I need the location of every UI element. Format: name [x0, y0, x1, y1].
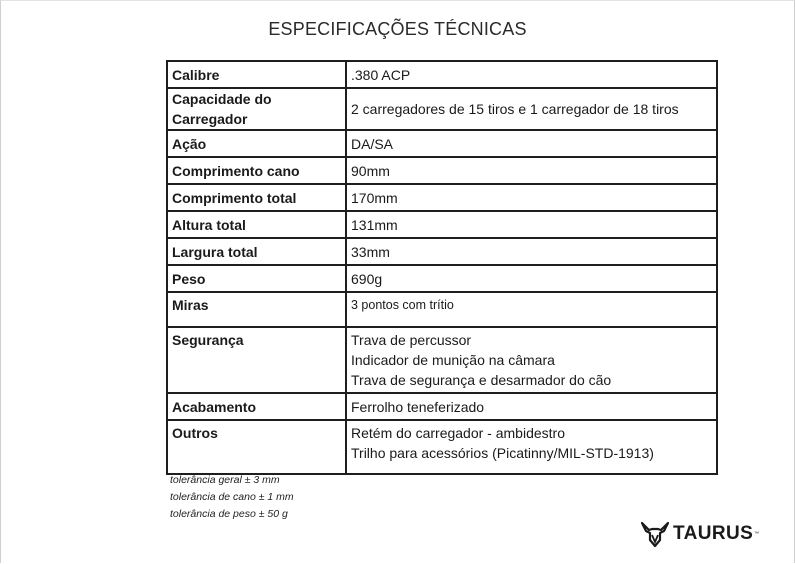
- spec-value: Trava de percussor Indicador de munição na câmara Trava de segurança e desarmador do cão: [346, 327, 717, 393]
- brand-name: TAURUS: [673, 523, 754, 544]
- spec-value: Ferrolho teneferizado: [346, 393, 717, 420]
- spec-value: .380 ACP: [346, 61, 717, 88]
- table-row: [167, 211, 717, 238]
- spec-label: Miras: [167, 292, 346, 327]
- table-row: [167, 265, 717, 292]
- spec-value: 90mm: [346, 157, 717, 184]
- spec-value: 33mm: [346, 238, 717, 265]
- table-row: [167, 292, 717, 327]
- spec-value: 170mm: [346, 184, 717, 211]
- spec-label: Comprimento total: [167, 184, 346, 211]
- table-row: [167, 238, 717, 265]
- spec-label: Altura total: [167, 211, 346, 238]
- trademark-mark: ™: [754, 531, 760, 537]
- spec-label: Ação: [167, 130, 346, 157]
- spec-value: 131mm: [346, 211, 717, 238]
- table-row: [167, 61, 717, 88]
- spec-label: Comprimento cano: [167, 157, 346, 184]
- spec-value: 2 carregadores de 15 tiros e 1 carregador de 18 tiros: [346, 88, 717, 130]
- spec-label: Peso: [167, 265, 346, 292]
- bull-head-icon: [640, 520, 670, 548]
- tolerance-barrel: tolerância de cano ± 1 mm: [170, 491, 294, 503]
- spec-label: Calibre: [167, 61, 346, 88]
- brand-logo: [640, 518, 759, 550]
- spec-value: DA/SA: [346, 130, 717, 157]
- tolerance-notes: [170, 472, 294, 523]
- table-row: [167, 130, 717, 157]
- spec-value: Retém do carregador - ambidestro Trilho para acessórios (Picatinny/MIL-STD-1913): [346, 420, 717, 474]
- specifications-table: [166, 60, 718, 475]
- table-row: [167, 184, 717, 211]
- page-title: ESPECIFICAÇÕES TÉCNICAS: [268, 19, 527, 39]
- spec-label: Acabamento: [167, 393, 346, 420]
- tolerance-general: tolerância geral ± 3 mm: [170, 474, 280, 486]
- table-row: [167, 393, 717, 420]
- table-row: [167, 88, 717, 130]
- table-row: [167, 420, 717, 474]
- spec-label: Outros: [167, 420, 346, 474]
- table-row: [167, 327, 717, 393]
- tolerance-weight: tolerância de peso ± 50 g: [170, 508, 288, 520]
- spec-value: 3 pontos com trítio: [346, 292, 717, 327]
- spec-label: Largura total: [167, 238, 346, 265]
- table-row: [167, 157, 717, 184]
- spec-label: Capacidade do Carregador: [167, 88, 346, 130]
- spec-label: Segurança: [167, 327, 346, 393]
- spec-value: 690g: [346, 265, 717, 292]
